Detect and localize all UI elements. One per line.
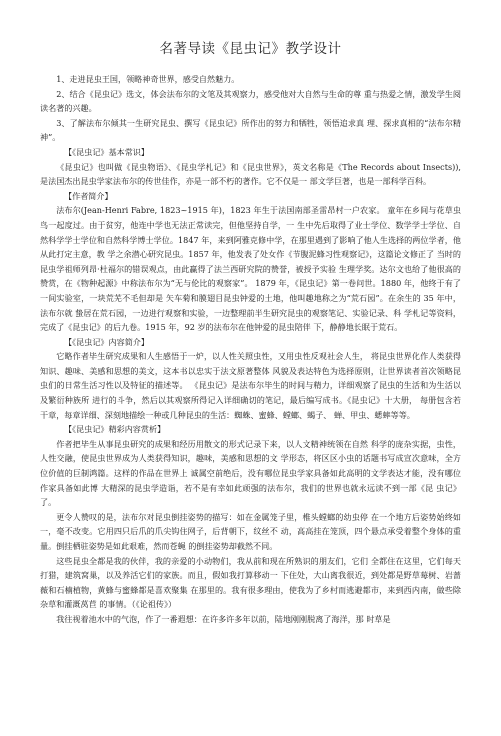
- section-content-summary: [40, 335, 461, 423]
- section-paragraph: 《昆虫记》也叫做《昆虫物语》、《昆虫学札记》和《昆虫世界》，英文名称是《The Records about Insects)),是法国杰出昆虫学家法布尔的传世佳作，亦是一部不朽的著作。它不仅是一 部文学巨著，也是一部科学百科。: [40, 161, 461, 187]
- section-heading: 【《昆虫记》精彩内容赏析】: [64, 424, 166, 435]
- section-heading: 【《昆虫记》基本常识】: [64, 146, 149, 157]
- section-paragraph: 这些昆虫全都是我的伙伴，我的亲爱的小动物们，我从前和现在所熟识的朋友们，它们 全都住在这里，它们每天打猎，建筑窝巢，以及养活它们的家族。而且，假如我打算移动一 下住处，大山离我很近，到处都是野草莓树、岩蔷薇和石楠植物，黄蜂与蜜蜂都是喜欢聚集 在那里的。我有很多理由，使我为了乡村而逃避都市，来到西内南，做些除杂草和灌溉莴苣 的事情。（《论祖传》）: [40, 555, 461, 610]
- goal-item: 1、走进昆虫王国，领略神奇世界，感受自然魅力。: [56, 74, 240, 84]
- section-paragraph: 法布尔(Jean-Henri Fabre, 1823~1915 年)，1823 年生于法国南部圣雷昂村一户农家。 童年在乡间与花草虫鸟一起度过。由于贫穷，他连中学也无法正常读完，但他坚持自学，一 生中先后取得了业士学位、数学学士学位、自然科学学士学位和自然科学博士学位。1847 年，来到阿雅克修中学，在那里遇到了影响了他人生选择的两位学者，他从此打定主意，教 学之余潜心研究昆虫。1857 年，他发表了处女作《节腹泥蜂习性观察记》，这篇论文修正了 当时的昆虫学祖师列昂·杜福尔的错误观点，由此赢得了法兰西研究院的赞誉，被授予实验 生理学奖。达尔文也给了他很高的赞赏，在《物种起源》中称法布尔为“无与伦比的观察家”。 1879 年，《昆虫记》第一卷问世。1880 年，他终于有了一间实验室，一块荒芜不毛但却是 矢车菊和膜翅目昆虫钟爱的土地，他叫趣地称之为“荒石园”。在余生的 35 年中，法布尔就 蛰居在荒石园，一边进行观察和实验，一边整理前半生研究昆虫的观察笔记、实验记录、科 学札记等资料，完成了《昆虫记》的后九卷。1915 年，92 岁的法布尔在他钟爱的昆虫陪伴 下，静静地长眠于荒石。: [40, 205, 461, 333]
- section-paragraph: 它略作者毕生研究成果和人生感悟于一炉，以人性关照虫性，又用虫性反观社会人生， 将昆虫世界化作人类获得知识、趣味、美感和思想的美文，这本书以忠实于法文原著整体 风貌及表达特色为选择原则，让世界读者首次领略昆虫们的日常生活习性以及特征的描述等。 《昆虫记》是法布尔毕生的时间与精力，详细观察了昆虫的生活和为生活以及繁衍种族所 进行的斗争，然后以其观察所得记入详细确切的笔记，最后编写成书。《昆虫记》十大册， 每册包含若干章，每章详细、深刻地描绘一种或几种昆虫的生活：蜘蛛、蜜蜂、螳螂、蝎子、 蝉、甲虫、蟋蟀等等。: [40, 351, 461, 420]
- teaching-goals: [40, 72, 461, 145]
- section-heading: 【作者简介】: [64, 190, 113, 201]
- section-heading: 【《昆虫记》内容简介】: [64, 336, 149, 347]
- section-paragraph: 更令人赞叹的是，法布尔对昆虫倒挂姿势的描写：如在金属笼子里，椎头螳螂的幼虫停 在一个地方后姿势始终如一，毫不改变。它用四只后爪的爪尖钩住网子，后背朝下，纹丝不 动，高高挂在笼顶，四个悬点承受着整个身体的重量。倒挂栖驻姿势是如此艰难，然而苍蝇 的倒挂姿势却截然不同。: [40, 511, 461, 551]
- section-paragraph: 作者把毕生从事昆虫研究的成果和经历用散文的形式记录下来，以人文精神统领在自然 科学的庞杂实据，虫性，人性交融，使昆虫世界成为人类获得知识，趣味，美感和思想的文 学形态，将区区小虫的话题书写成宣次意味，全方位价值的巨制鸿篇。这样的作品在世界上 诚属空前绝后，没有哪位昆虫学家具备如此高明的文学表达才能，没有哪位作家具备如此博 大精深的昆虫学造诣，若不是有幸如此顽强的法布尔，我们的世界也就永远读不到一部《昆 虫记》了。: [40, 438, 461, 508]
- section-author-intro: [40, 189, 461, 335]
- section-appreciation: [40, 422, 461, 612]
- goal-item: 3、了解法布尔倾其一生研究昆虫、撰写《昆虫记》所作出的努力和牺牲，领悟追求真 理、探求真相的“法布尔精神”。: [40, 117, 461, 143]
- document-title: 名著导读《昆虫记》教学设计: [159, 41, 342, 57]
- section-basic-knowledge: [40, 145, 461, 189]
- goal-item: 2、结合《昆虫记》选文，体会法布尔的文笔及其观察力，感受他对大自然与生命的尊 重与热爱之情，激发学生阅读名著的兴趣。: [40, 88, 461, 114]
- closing-paragraph: 我往视着池水中的气泡，作了一番遐想：在许多许多年以前，陆地刚刚脱离了海洋，那 时草是: [56, 613, 391, 624]
